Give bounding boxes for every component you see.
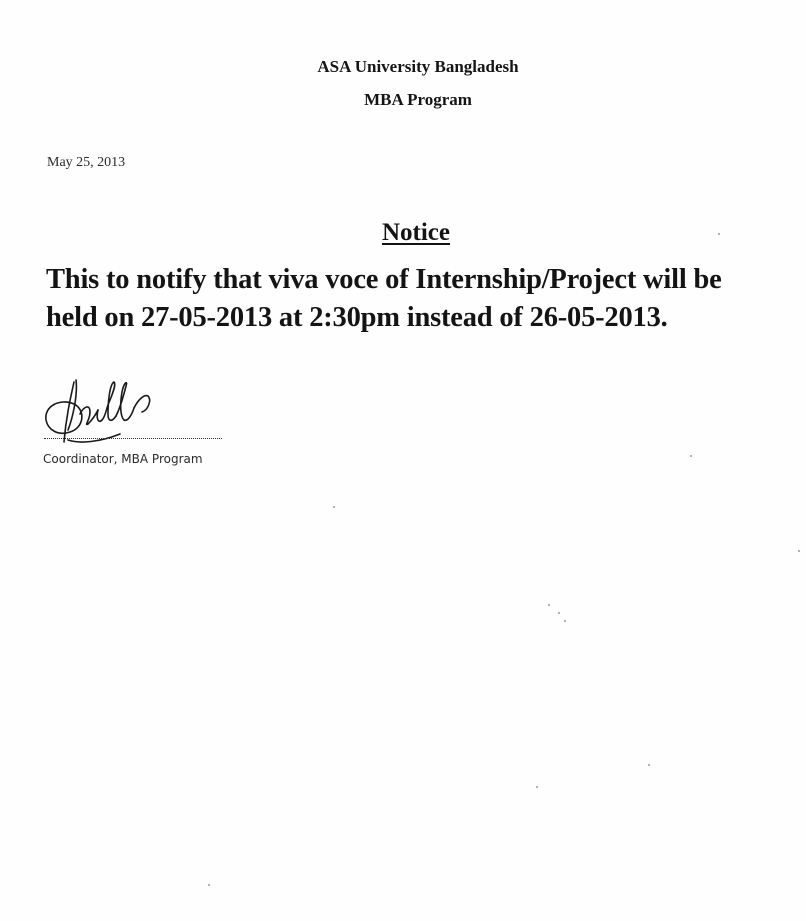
institution-name: ASA University Bangladesh [317,57,519,76]
scan-speck [536,786,538,788]
scan-speck [208,884,210,886]
scan-speck [548,604,550,606]
scan-speck [333,506,335,508]
scan-speck [798,550,800,552]
scan-speck [690,455,692,457]
scan-speck [718,233,720,235]
notice-body-line-2: held on 27-05-2013 at 2:30pm instead of 26-05-2013. [46,302,668,333]
signatory-title: Coordinator, MBA Program [43,452,203,466]
notice-title: Notice [381,219,451,246]
program-name: MBA Program [364,90,472,109]
notice-body [46,261,796,337]
scan-speck [558,612,560,614]
scan-speck [564,620,566,622]
signature-line [44,438,222,439]
scan-speck [648,764,650,766]
notice-body-line-1: This to notify that viva voce of Internship/Project will be [46,264,722,295]
notice-date: May 25, 2013 [47,155,126,170]
